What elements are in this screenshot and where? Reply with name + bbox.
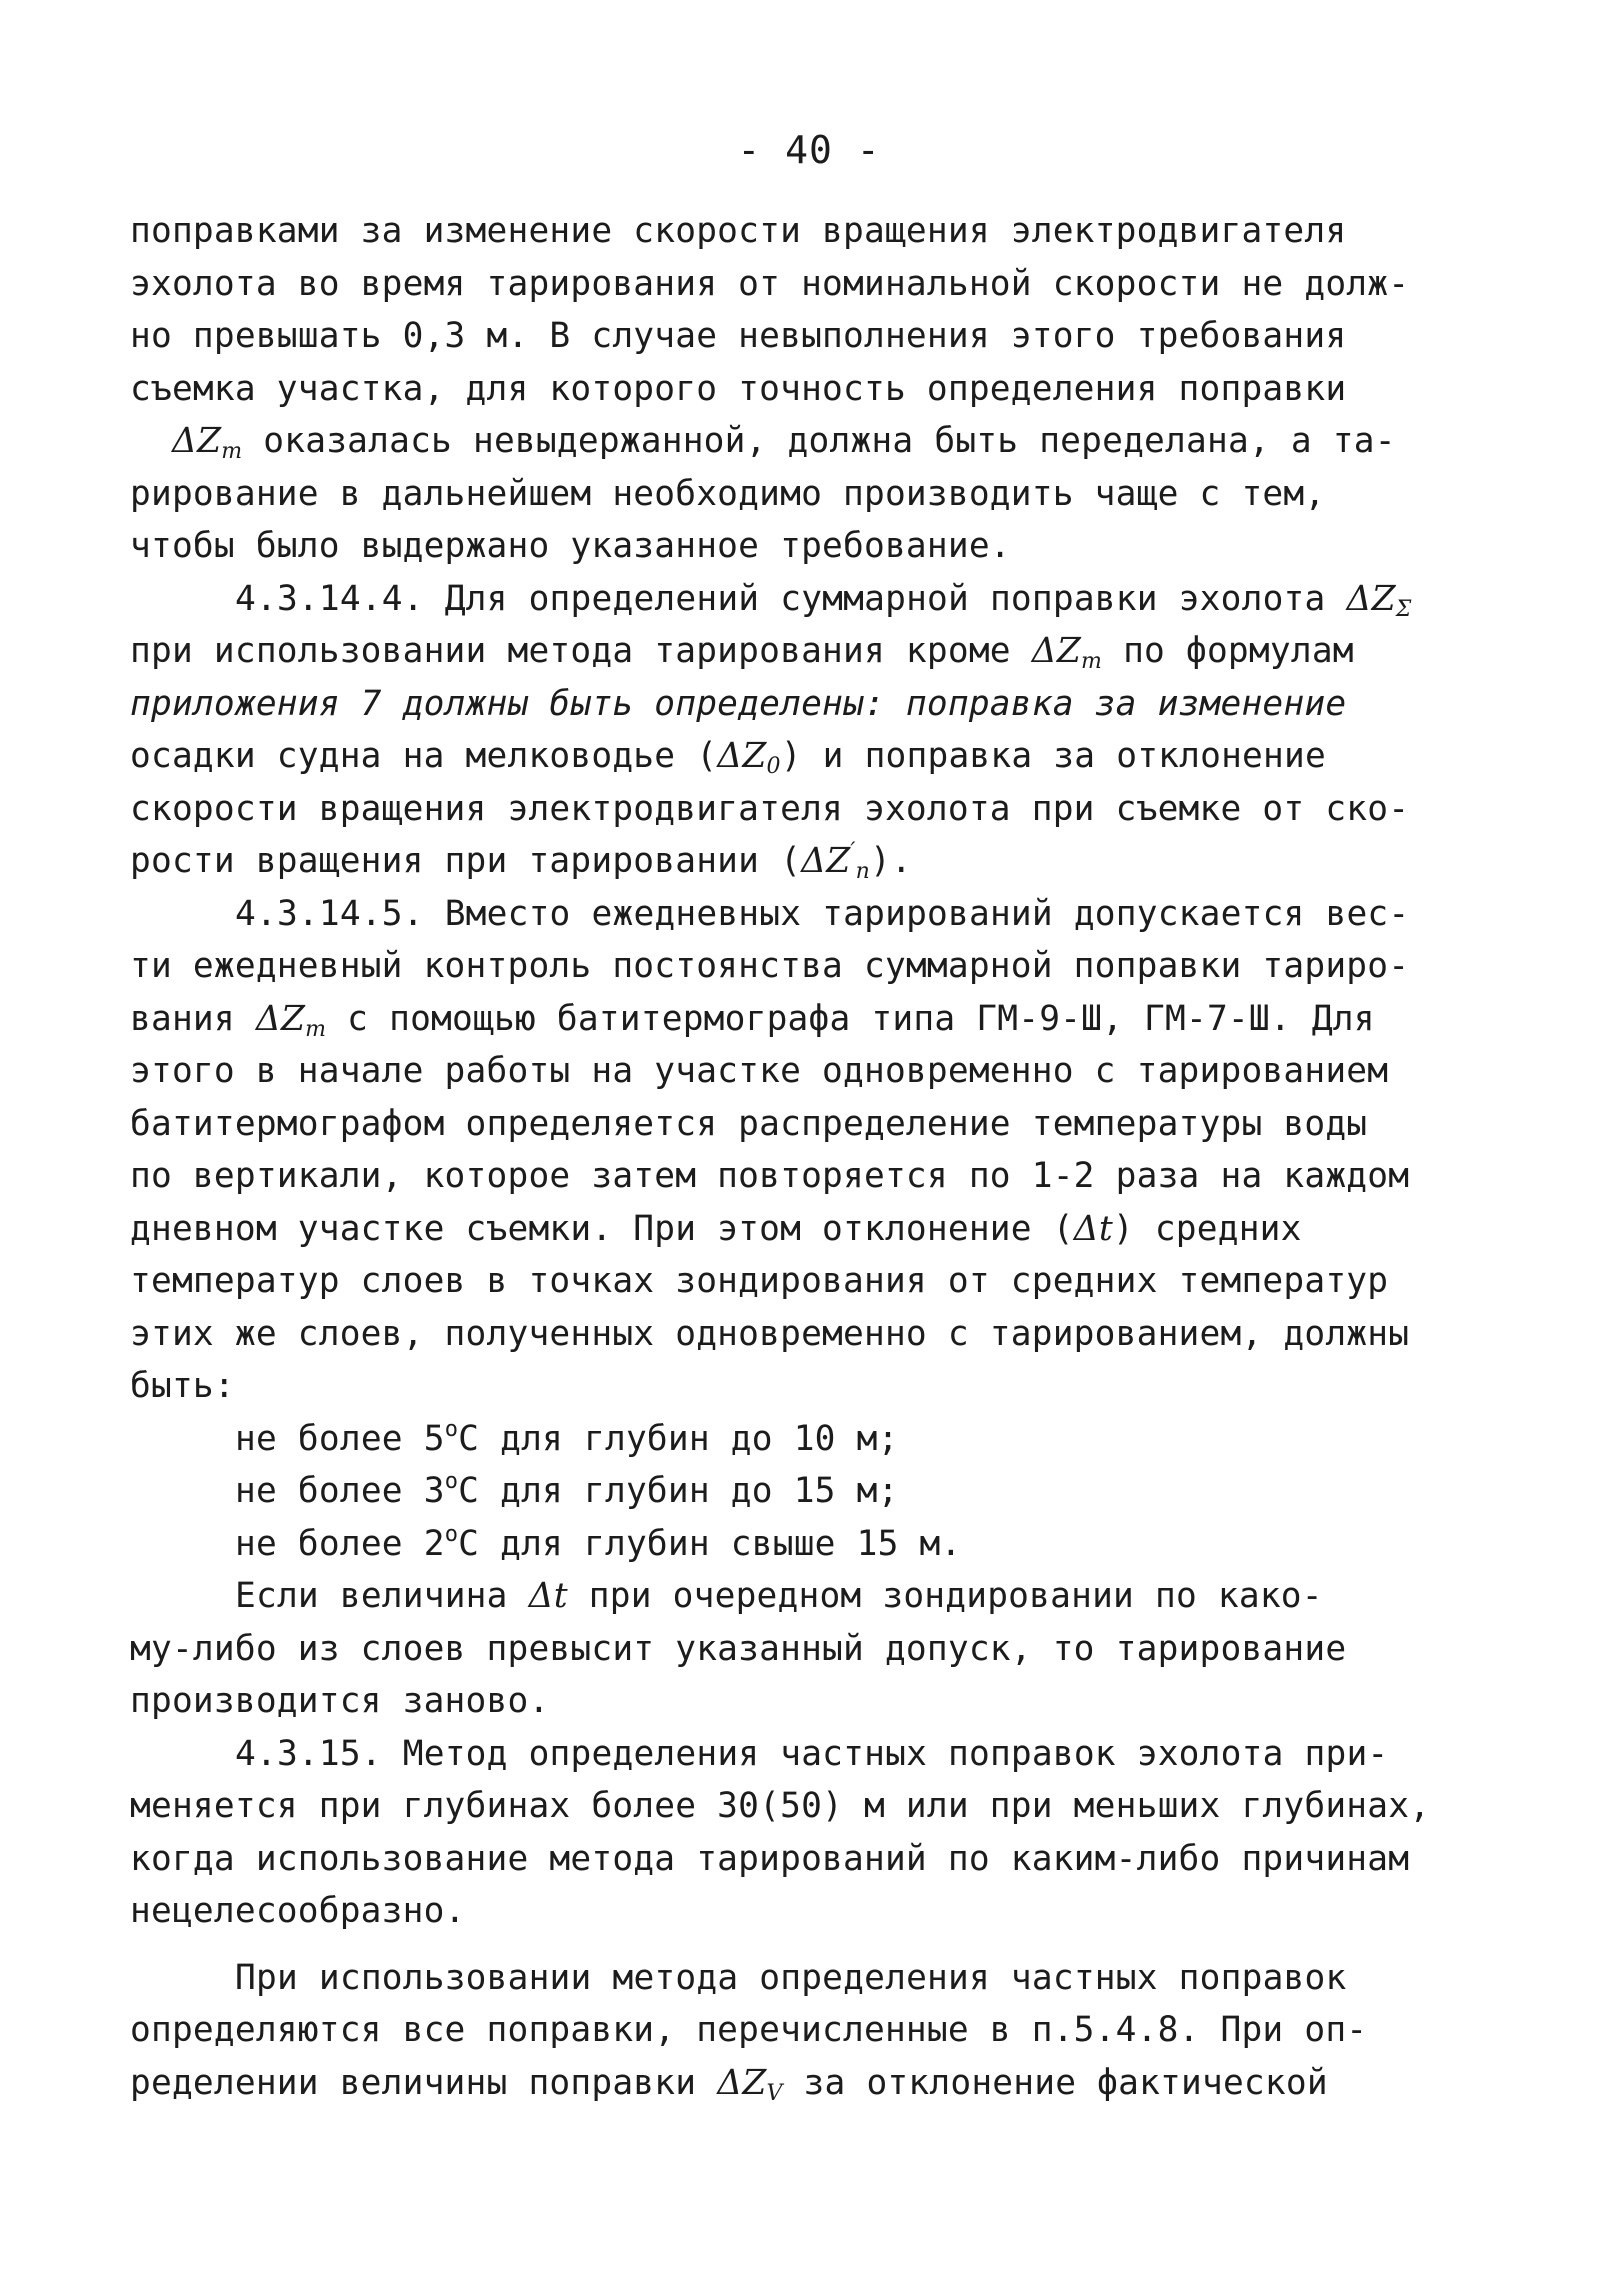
text-line-17: этого в начале работы на участке одновременно с тарированием xyxy=(130,1051,1389,1091)
text-line-10: приложения 7 должны быть определены: поправка за изменение xyxy=(130,683,1347,724)
text-line-26: не более 2$^o$С для глубин свыше 15 м. xyxy=(235,1521,962,1564)
text-line-33: нецелесообразно. xyxy=(130,1891,466,1931)
text-line-34: При использовании метода определения частных поправок xyxy=(235,1957,1347,1998)
text-line-2: эхолота во время тарирования от номинальной скорости не долж- xyxy=(130,263,1410,304)
text-line-30: 4.3.15. Метод определения частных поправок эхолота при- xyxy=(235,1733,1389,1774)
text-line-31: меняется при глубинах более 30(50) м или при меньших глубинах, xyxy=(130,1786,1431,1826)
text-line-14: 4.3.14.5. Вместо ежедневных тарирований допускается вес- xyxy=(235,893,1410,934)
formula-delta-z-n-prime: $\Delta Z'_п$ xyxy=(801,839,870,884)
text-line-16: вания $\Delta Z_т$ с помощью батитермографа типа ГМ-9-Ш, ГМ-7-Ш. Для xyxy=(130,998,1375,1042)
document-body xyxy=(130,205,1450,2109)
text-line-3: но превышать 0,3 м. В случае невыполнения этого требования xyxy=(130,316,1347,356)
formula-delta-z-t: $\Delta Z_т$ xyxy=(255,998,327,1042)
text-line-20: дневном участке съемки. При этом отклонение (Δt) средних xyxy=(130,1208,1302,1249)
text-line-25: не более 3$^o$С для глубин до 15 м; xyxy=(235,1469,899,1511)
text-line-7: чтобы было выдержано указанное требование. xyxy=(130,526,1011,566)
text-line-13: рости вращения при тарировании $(\Delta Z'_п)$. xyxy=(130,839,912,884)
formula-delta-z-t: $\Delta Z_т$ xyxy=(1031,631,1103,674)
formula-delta-z-v: $\Delta Z_V$ xyxy=(717,2062,783,2106)
degree-sign: o xyxy=(444,1416,459,1442)
page-number: - 40 - xyxy=(737,128,881,172)
text-line-4: съемка участка, для которого точность определения поправки xyxy=(130,368,1347,409)
text-line-29: производится заново. xyxy=(130,1681,550,1721)
text-line-15: ти ежедневный контроль постоянства суммарной поправки тариро- xyxy=(130,946,1410,986)
text-line-36: ределении величины поправки $\Delta Z_V$ за отклонение фактической xyxy=(130,2062,1328,2106)
text-line-11: осадки судна на мелководье $(\Delta Z_0)$ и поправка за отклонение xyxy=(130,736,1326,779)
formula-delta-t: Δt xyxy=(528,1576,568,1616)
text-line-9: при использовании метода тарирования кроме $\Delta Z_т$ по формулам xyxy=(130,631,1354,674)
text-line-22: этих же слоев, полученных одновременно с тарированием, должны xyxy=(130,1313,1410,1354)
text-line-18: батитермографом определяется распределение температуры воды xyxy=(130,1103,1368,1144)
text-line-19: по вертикали, которое затем повторяется по 1-2 раза на каждом xyxy=(130,1156,1410,1196)
text-line-21: температур слоев в точках зондирования от средних температур xyxy=(130,1261,1389,1301)
text-line-12: скорости вращения электродвигателя эхолота при съемке от ско- xyxy=(130,788,1410,829)
formula-delta-z-0: $\Delta Z_0$ xyxy=(717,736,781,779)
formula-delta-z-t: $\Delta Z_т$ xyxy=(171,421,243,464)
formula-delta-t: Δt xyxy=(1073,1208,1113,1249)
text-line-5: $\Delta Z_т$ оказалась невыдержанной, должна быть переделана, а та- xyxy=(171,421,1396,464)
text-line-6: рирование в дальнейшем необходимо производить чаще с тем, xyxy=(130,473,1326,514)
degree-sign: o xyxy=(444,1521,459,1547)
text-line-1: поправками за изменение скорости вращения электродвигателя xyxy=(130,211,1347,251)
degree-sign: o xyxy=(444,1469,459,1494)
text-line-35: определяются все поправки, перечисленные в п.5.4.8. При оп- xyxy=(130,2010,1368,2050)
text-line-24: не более 5$^o$С для глубин до 10 м; xyxy=(235,1416,899,1459)
text-line-8: 4.3.14.4. Для определений суммарной поправки эхолота $\Delta Z_\Sigma$ xyxy=(235,578,1412,622)
text-line-28: му-либо из слоев превысит указанный допуск, то тарирование xyxy=(130,1628,1347,1669)
text-line-27: Если величина Δt при очередном зондировании по како- xyxy=(235,1576,1323,1616)
text-line-32: когда использование метода тарирований по каким-либо причинам xyxy=(130,1838,1410,1879)
formula-delta-z-sum: $\Delta Z_\Sigma$ xyxy=(1346,578,1412,622)
text-line-23: быть: xyxy=(130,1366,235,1406)
